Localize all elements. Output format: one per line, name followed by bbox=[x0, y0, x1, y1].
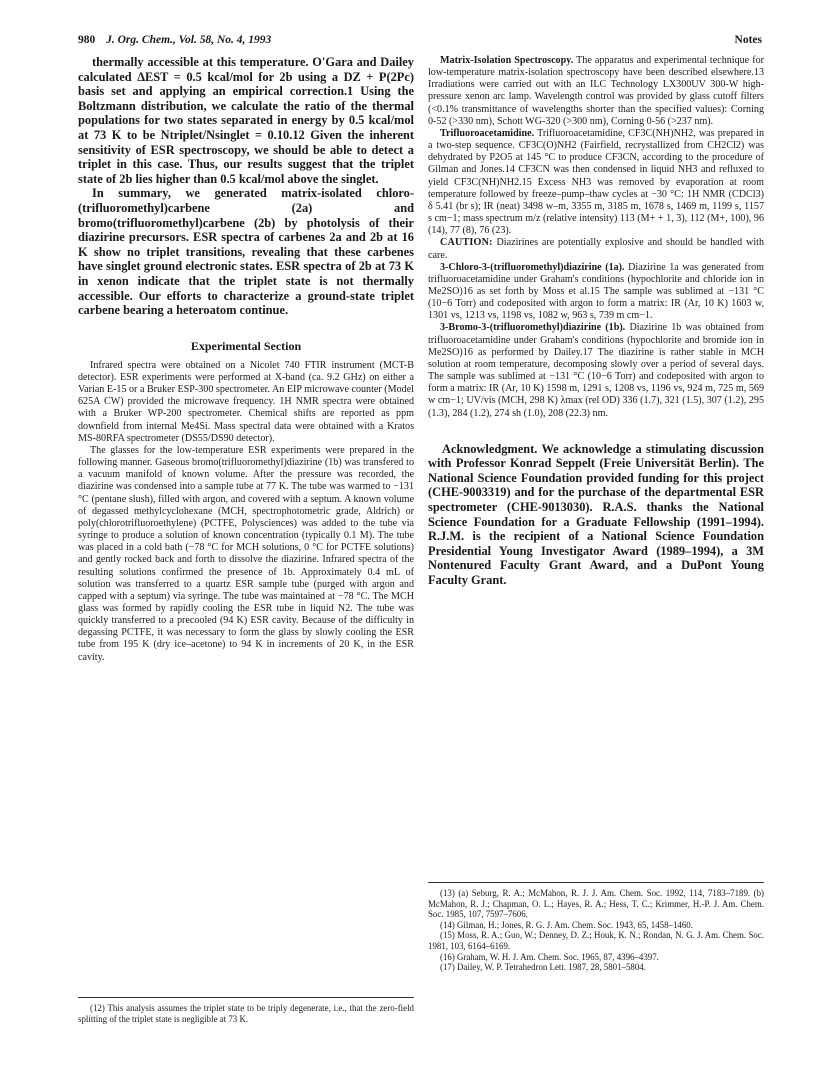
reference-14: (14) Gilman, H.; Jones, R. G. J. Am. Chem. Soc. 1943, 65, 1458–1460. bbox=[440, 919, 693, 930]
footnote-divider bbox=[78, 997, 414, 998]
section-label: Notes bbox=[734, 34, 762, 46]
matrix-isolation-heading: Matrix-Isolation Spectroscopy. bbox=[440, 55, 574, 66]
discussion-block bbox=[78, 55, 414, 318]
running-head bbox=[78, 34, 271, 46]
acknowledgment-block bbox=[428, 442, 764, 588]
reference-17: (17) Dailey, W. P. Tetrahedron Lett. 1987, 28, 5801–5804. bbox=[440, 962, 646, 973]
reference-15: (15) Moss, R. A.; Guo, W.; Denney, D. Z.; Houk, K. N.; Rondan, N. G. J. Am. Chem. Soc. 1981, 103, 6164–6169. bbox=[428, 930, 764, 951]
bromo-diazirine-paragraph bbox=[428, 322, 764, 419]
caution-text: Diazirines are potentially explosive and should be handled with care. bbox=[428, 237, 764, 261]
footnote-area-left bbox=[78, 997, 414, 1024]
footnote-12: (12) This analysis assumes the triplet state to be triply degenerate, i.e., that the zero-field splitting of the triplet state is negligible at 73 K. bbox=[78, 1003, 414, 1024]
chloro-diazirine-heading: 3-Chloro-3-(trifluoromethyl)diazirine (1a). bbox=[440, 261, 625, 273]
bromo-diazirine-heading: 3-Bromo-3-(trifluoromethyl)diazirine (1b). bbox=[440, 322, 626, 334]
left-column bbox=[78, 55, 414, 664]
acknowledgment-heading: Acknowledgment. bbox=[442, 441, 538, 456]
acknowledgment-spacer bbox=[428, 420, 764, 442]
summary-paragraph: In summary, we generated matrix-isolated chloro-(trifluoromethyl)carbene (2a) and bromo(trifluoromethyl)carbene (2b) by photolysis of their diazirine precursors. ESR spectra of carbenes 2a and 2b at 16 K show no triplet transitions, revealing that these carbenes have singlet ground electronic states. ESR spectra of 2b at 73 K in xenon indicate that the triplet state is not thermally accessible. Our efforts to characterize a ground-state triplet carbene bearing a heteroatom continue. bbox=[78, 186, 414, 318]
section-heading: Experimental Section bbox=[190, 338, 302, 353]
trifluoroacetamidine-text: Trifluoroacetamidine, CF3C(NH)NH2, was prepared in a two-step sequence. CF3C(O)NH2 (Fairfield, recrystallized from CH2Cl2) was dehydrated by P2O5 at 145 °C to produce CF3CN, according to the procedure of Gilman and Jones.14 CF3CN was then condensed in liquid NH3 and refluxed to yield CF3C(NH)NH2.15 Excess NH3 was removed by evaporation at room temperature followed by freeze–pump–thaw cycles at −30 °C: 1H NMR (CDCl3) δ 5.41 (br s); IR (neat) 3498 w–m, 3355 m, 3185 m, 1678 s, 1469 m, 1199 s, 1157 s cm−1; mass spectrum m/z (relative intensity) 113 (M+ + 1, 3), 112 (M+, 100), 96 (14), 77 (8), 76 (23). bbox=[428, 127, 765, 237]
caution-paragraph bbox=[428, 237, 764, 261]
intro-paragraph: thermally accessible at this temperature. O'Gara and Dailey calculated ΔEST = 0.5 kcal/mol for 2b using a DZ + P(2Pc) basis set and applying an empirical correction.1 Using the Boltzmann distribution, we calculate the ratio of the thermal populations for two states separated in energy by 0.5 kcal/mol at 73 K to be Ntriplet/Nsinglet = 0.10.12 Given the inherent sensitivity of ESR spectroscopy, we should be able to detect a triplet in this case. Thus, our results suggest that the triplet state of 2b lies higher than 0.5 kcal/mol above the singlet. bbox=[78, 55, 414, 186]
chloro-diazirine-paragraph bbox=[428, 262, 764, 323]
experimental-paragraph-1: Infrared spectra were obtained on a Nicolet 740 FTIR instrument (MCT-B detector). ESR experiments were performed at X-band (ca. 9.2 GHz) on either a Varian E-15 or a Bruker ESP-300 spectrometer. An EIP microwave counter (Model 625A CW) provided the microwave frequency. 1H NMR spectra were obtained with a Bruker WP-200 spectrometer. Chemical shifts are reported as ppm downfield from internal Me4Si. Mass spectral data were obtained with a Kratos MS-80RFA spectrometer (DS55/DS90 detector). bbox=[78, 359, 414, 444]
matrix-isolation-paragraph bbox=[428, 55, 764, 128]
experimental-paragraph-2: The glasses for the low-temperature ESR experiments were prepared in the following manner. Gaseous bromo(trifluoromethyl)diazirine (1b) was transfered to a vacuum manifold of known volume. After the pressure was recorded, the diazirine was condensed into a sample tube at 77 K. The tube was warmed to −131 °C (pentane slush), filled with argon, and covered with a septum. A known volume of degassed methylcyclohexane (MCH, spectrophotometric grade, Aldrich) or poly(chlorotrifluoroethylene) (PCTFE, Polysciences) was added to the tube via syringe to produce a solution of known concentration (typically 0.1 M). The tube was placed in a cold bath (−78 °C for MCH solutions, 0 °C for PCTFE solutions) and gently rocked back and forth to dissolve the diazirine. Infrared spectra of the resulting solutions confirmed the presence of 1b. Approximately 0.4 mL of solution was transferred to a quartz ESR sample tube (purged with argon and capped with a septum) via syringe. The tube was maintained at −78 °C. The MCH glass was formed by rapidly cooling the ESR tube in liquid N2. The tube was quickly transferred to a precooled (94 K) ESR cavity. Because of the difficulty in degassing PCTFE, it was necessary to form the glass by slowly cooling the ESR tube from 195 K (dry ice–acetone) to 94 K in increments of 20 K, in the ESR cavity. bbox=[78, 444, 414, 663]
right-column bbox=[428, 55, 764, 588]
reference-13: (13) (a) Seburg, R. A.; McMahon, R. J. J. Am. Chem. Soc. 1992, 114, 7183–7189. (b) McMahon, R. J.; Chapman, O. L.; Hayes, R. A.; Hess, T. C.; Krimmer, H.-P. J. Am. Chem. Soc. 1985, 107, 7597–7606. bbox=[428, 888, 764, 920]
references-area bbox=[428, 882, 764, 973]
trifluoroacetamidine-paragraph bbox=[428, 128, 764, 237]
chloro-diazirine-text: Diazirine 1a was generated from trifluoroacetamidine under Graham's conditions (hypochlorite and chloride ion in Me2SO)16 as set forth by Moss et al.15 The sample was sublimed at −131 °C (10−6 Torr) and codeposited with argon to form a matrix: IR (Ar, 10 K) 1603 w, 1301 vs, 1213 vs, 1198 vs, 1082 w, 963 s, 739 m cm−1. bbox=[428, 261, 764, 322]
bromo-diazirine-text: Diazirine 1b was obtained from trifluoroacetamidine under Graham's conditions (hypochlorite and bromide ion in Me2SO)16 as performed by Dailey.17 The diazirine is rather stable in MCH solution at room temperature, decomposing slowly over a period of several days. The sample was sublimed at −131 °C (10−6 Torr) and codeposited with argon to form a matrix: IR (Ar, 10 K) 1598 m, 1291 s, 1208 vs, 1196 vs, 924 m, 725 m, 569 w cm−1; UV/vis (MCH, 298 K) λmax (rel OD) 336 (1.7), 321 (1.5), 307 (1.2), 295 (1.3), 284 (1.2), 274 sh (1.0), 208 (22.3) nm. bbox=[428, 322, 764, 419]
references-divider bbox=[428, 882, 764, 883]
acknowledgment-text: We acknowledge a stimulating discussion with Professor Konrad Seppelt (Freie Universität Berlin). The National Science Foundation provided funding for this project (CHE-9003319) and for the purchase of the departmental ESR spectrometer (CHE-9013030). R.A.S. thanks the National Science Foundation for a Graduate Fellowship (1991–1994). R.J.M. is the recipient of a National Science Foundation Presidential Young Investigator Award (1989–1994), a 3M Nontenured Faculty Grant Award, and a DuPont Young Faculty Grant. bbox=[428, 441, 764, 588]
acknowledgment-paragraph bbox=[428, 442, 764, 588]
page-header bbox=[78, 34, 762, 50]
page-number: 980 bbox=[78, 34, 96, 46]
caution-label: CAUTION: bbox=[440, 237, 493, 249]
reference-16: (16) Graham, W. H. J. Am. Chem. Soc. 1965, 87, 4396–4397. bbox=[440, 951, 659, 962]
journal-citation: J. Org. Chem., Vol. 58, No. 4, 1993 bbox=[106, 34, 272, 46]
trifluoroacetamidine-heading: Trifluoroacetamidine. bbox=[440, 127, 535, 139]
matrix-isolation-text: The apparatus and experimental technique for low-temperature matrix-isolation spectroscopy have been described elsewhere.13 Irradiations were carried out with an ILC Technology LX300UV 300-W high-pressure xenon arc lamp. Wavelength control was provided by glass cutoff filters (<0.1% transmittance of wavelengths shorter than the specified values): Corning 0-52 (>330 nm), Schott WG-320 (>300 nm), Corning 0-56 (>237 nm). bbox=[428, 55, 764, 127]
